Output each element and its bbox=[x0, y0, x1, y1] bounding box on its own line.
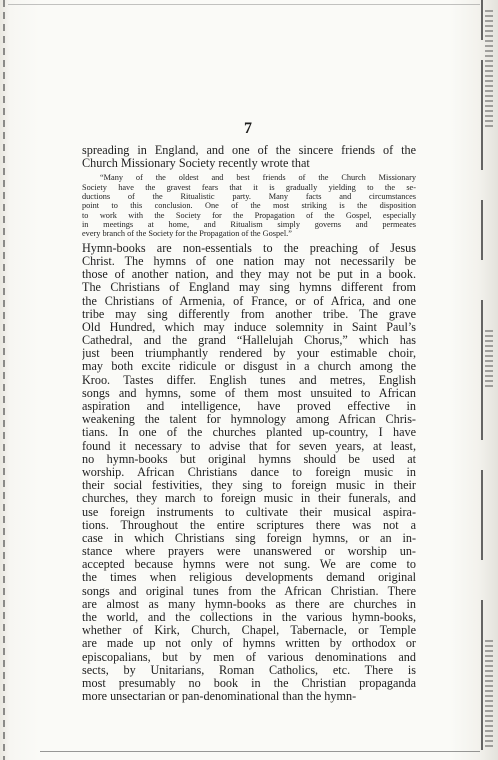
text-line: the Christians of Armenia, of France, or of Africa, and one bbox=[82, 294, 416, 308]
text-line: sects, by Unitarians, Roman Catholics, etc. There is bbox=[82, 663, 416, 677]
text-line: whether of Kirk, Church, Chapel, Tabernacle, or Temple bbox=[82, 624, 416, 638]
text-line: the times when religious developments demand original bbox=[82, 571, 416, 585]
text-line: use foreign instruments to cultivate their musical aspira- bbox=[82, 505, 416, 519]
text-line: Church Missionary Society recently wrote that bbox=[82, 157, 310, 171]
block-quote bbox=[82, 173, 416, 238]
right-binding-edge bbox=[481, 0, 495, 760]
text-line: more unsectarian or pan-denominational than the hymn- bbox=[82, 690, 357, 704]
text-line: may both excite ridicule or disgust in a church among the bbox=[82, 360, 416, 374]
bottom-scan-edge bbox=[40, 751, 480, 752]
quote-line: to work with the Society for the Propagation of the Gospel, especially bbox=[82, 210, 416, 220]
text-line: are almost as many hymn-books as there are churches in bbox=[82, 597, 416, 611]
page-number: 7 bbox=[244, 120, 252, 137]
text-line: the world, and the collections in the various hymn-books, bbox=[82, 611, 416, 625]
quote-line: in meetings at home, and Ritualism simply governs and permeates bbox=[82, 220, 416, 230]
text-line: aspiration and intelligence, have proved effective in bbox=[82, 400, 416, 414]
text-line: accepted because hymns were not sung. We are come to bbox=[82, 558, 416, 572]
left-binding-edge bbox=[3, 0, 5, 760]
text-line: just been triumphantly rendered by your estimable choir, bbox=[82, 347, 416, 361]
text-line: tians. In one of the churches planted up-country, I have bbox=[82, 426, 416, 440]
quote-line: Society have the gravest fears that it is gradually yielding to the se- bbox=[82, 182, 416, 192]
text-line: songs and original tunes from the African Christian. There bbox=[82, 584, 416, 598]
intro-paragraph bbox=[82, 144, 416, 170]
text-line: their social festivities, they sing to foreign music in their bbox=[82, 479, 416, 493]
text-line: Cathedral, and the grand “Hallelujah Chorus,” which has bbox=[82, 334, 416, 348]
text-line: episcopalians, but by men of various denominations and bbox=[82, 650, 416, 664]
text-line: Old Hundred, which may induce solemnity in Saint Paul’s bbox=[82, 320, 416, 334]
text-line: are made up not only of hymns written by orthodox or bbox=[82, 637, 416, 651]
quote-line: “Many of the oldest and best friends of the Church Missionary bbox=[100, 173, 416, 183]
main-paragraph bbox=[82, 242, 416, 704]
text-line: Christ. The hymns of one nation may not necessarily be bbox=[82, 254, 416, 268]
page-text bbox=[82, 144, 416, 703]
text-line: churches, they march to foreign music in their funerals, and bbox=[82, 492, 416, 506]
text-line: The Christians of England may sing hymns different from bbox=[82, 281, 416, 295]
text-line: Hymn-books are non-essentials to the preaching of Jesus bbox=[82, 241, 416, 255]
text-line: those of another nation, and they may not be put in a book. bbox=[82, 268, 416, 282]
quote-line: ductions of the Ritualistic party. Many facts and circumstances bbox=[82, 192, 416, 202]
text-line: worship. African Christians dance to foreign music in bbox=[82, 465, 416, 479]
text-line: found it necessary to advise that for seven years, at least, bbox=[82, 439, 416, 453]
text-line: most presumably no book in the Christian propaganda bbox=[82, 676, 416, 690]
text-line: no hymn-books but original hymns should be used at bbox=[82, 452, 416, 466]
text-line: Kroo. Tastes differ. English tunes and metres, English bbox=[82, 373, 416, 387]
text-line: tions. Throughout the entire scriptures there was not a bbox=[82, 518, 416, 532]
text-line: spreading in England, and one of the sincere friends of the bbox=[82, 144, 416, 157]
text-line: stance where prayers were unanswered or worship un- bbox=[82, 545, 416, 559]
text-line: case in which Christians sing foreign hymns, or an in- bbox=[82, 531, 416, 545]
quote-line: every branch of the Society for the Propagation of the Gospel.” bbox=[82, 229, 292, 239]
text-line: weakening the talent for hymnology among African Chris- bbox=[82, 413, 416, 427]
text-line: tribe may sing differently from another tribe. The grave bbox=[82, 307, 416, 321]
top-scan-edge bbox=[8, 4, 480, 5]
quote-line: point to this conclusion. One of the most striking is the disposition bbox=[82, 201, 416, 211]
text-line: songs and hymns, some of them most unsuited to African bbox=[82, 386, 416, 400]
